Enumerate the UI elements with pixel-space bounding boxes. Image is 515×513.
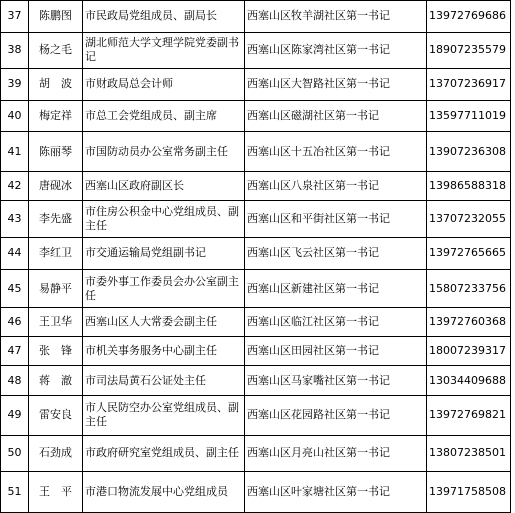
phone-number: 13971758508 (427, 472, 511, 513)
phone-number: 13034409688 (427, 366, 511, 396)
phone-number: 13972765665 (427, 238, 511, 270)
row-number: 50 (1, 435, 29, 472)
person-name: 唐砚冰 (29, 171, 83, 201)
phone-number: 18007239317 (427, 336, 511, 366)
assigned-role: 西塞山区大智路社区第一书记 (245, 69, 427, 101)
person-name: 王 平 (29, 472, 83, 513)
current-position: 市财政局总会计师 (83, 69, 245, 101)
person-name: 李先盛 (29, 201, 83, 238)
phone-number: 15807233756 (427, 269, 511, 308)
current-position: 市港口物流发展中心党组成员 (83, 472, 245, 513)
table-row (1, 32, 511, 69)
table-row (1, 269, 511, 308)
table-row (1, 69, 511, 101)
roster-body (1, 1, 511, 513)
row-number: 43 (1, 201, 29, 238)
phone-number: 13807238501 (427, 435, 511, 472)
current-position: 市司法局黄石公证处主任 (83, 366, 245, 396)
current-position: 市民政局党组成员、副局长 (83, 1, 245, 33)
person-name: 陈丽琴 (29, 132, 83, 172)
table-row (1, 336, 511, 366)
person-name: 胡 波 (29, 69, 83, 101)
current-position: 西塞山区政府副区长 (83, 171, 245, 201)
assigned-role: 西塞山区牧羊湖社区第一书记 (245, 1, 427, 33)
person-name: 易静平 (29, 269, 83, 308)
person-name: 王卫华 (29, 308, 83, 337)
phone-number: 13597711019 (427, 100, 511, 132)
phone-number: 13972769821 (427, 395, 511, 435)
table-row (1, 238, 511, 270)
table-row (1, 1, 511, 33)
table-row (1, 395, 511, 435)
table-row (1, 308, 511, 337)
assigned-role: 西塞山区月亮山社区第一书记 (245, 435, 427, 472)
assigned-role: 西塞山区十五冶社区第一书记 (245, 132, 427, 172)
table-row (1, 366, 511, 396)
assigned-role: 西塞山区磁湖社区第一书记 (245, 100, 427, 132)
phone-number: 13907236308 (427, 132, 511, 172)
current-position: 市总工会党组成员、副主席 (83, 100, 245, 132)
row-number: 51 (1, 472, 29, 513)
table-row (1, 171, 511, 201)
phone-number: 18907235579 (427, 32, 511, 69)
row-number: 46 (1, 308, 29, 337)
assigned-role: 西塞山区新建社区第一书记 (245, 269, 427, 308)
current-position: 市机关事务服务中心副主任 (83, 336, 245, 366)
phone-number: 13707232055 (427, 201, 511, 238)
phone-number: 13986588318 (427, 171, 511, 201)
person-name: 李红卫 (29, 238, 83, 270)
assigned-role: 西塞山区飞云社区第一书记 (245, 238, 427, 270)
current-position: 湖北师范大学文理学院党委副书记 (83, 32, 245, 69)
person-name: 杨之毛 (29, 32, 83, 69)
table-row (1, 201, 511, 238)
row-number: 39 (1, 69, 29, 101)
person-name: 梅定祥 (29, 100, 83, 132)
row-number: 44 (1, 238, 29, 270)
table-row (1, 132, 511, 172)
current-position: 市交通运输局党组副书记 (83, 238, 245, 270)
row-number: 49 (1, 395, 29, 435)
table-row (1, 472, 511, 513)
phone-number: 13707236917 (427, 69, 511, 101)
phone-number: 13972769686 (427, 1, 511, 33)
row-number: 48 (1, 366, 29, 396)
person-name: 石劲成 (29, 435, 83, 472)
row-number: 40 (1, 100, 29, 132)
person-name: 陈鹏图 (29, 1, 83, 33)
row-number: 42 (1, 171, 29, 201)
row-number: 37 (1, 1, 29, 33)
person-name: 蒋 澈 (29, 366, 83, 396)
phone-number: 13972760368 (427, 308, 511, 337)
assigned-role: 西塞山区和平街社区第一书记 (245, 201, 427, 238)
current-position: 市人民防空办公室党组成员、副主任 (83, 395, 245, 435)
assigned-role: 西塞山区田园社区第一书记 (245, 336, 427, 366)
assigned-role: 西塞山区叶家塘社区第一书记 (245, 472, 427, 513)
assigned-role: 西塞山区花园路社区第一书记 (245, 395, 427, 435)
person-name: 雷安良 (29, 395, 83, 435)
assigned-role: 西塞山区陈家湾社区第一书记 (245, 32, 427, 69)
current-position: 市委外事工作委员会办公室副主任 (83, 269, 245, 308)
current-position: 市住房公积金中心党组成员、副主任 (83, 201, 245, 238)
row-number: 41 (1, 132, 29, 172)
table-row (1, 100, 511, 132)
table-row (1, 435, 511, 472)
row-number: 47 (1, 336, 29, 366)
row-number: 38 (1, 32, 29, 69)
current-position: 西塞山区人大常委会副主任 (83, 308, 245, 337)
assigned-role: 西塞山区马家嘴社区第一书记 (245, 366, 427, 396)
row-number: 45 (1, 269, 29, 308)
current-position: 市国防动员办公室常务副主任 (83, 132, 245, 172)
assigned-role: 西塞山区八泉社区第一书记 (245, 171, 427, 201)
current-position: 市政府研究室党组成员、副主任 (83, 435, 245, 472)
person-name: 张 锋 (29, 336, 83, 366)
assigned-role: 西塞山区临江社区第一书记 (245, 308, 427, 337)
